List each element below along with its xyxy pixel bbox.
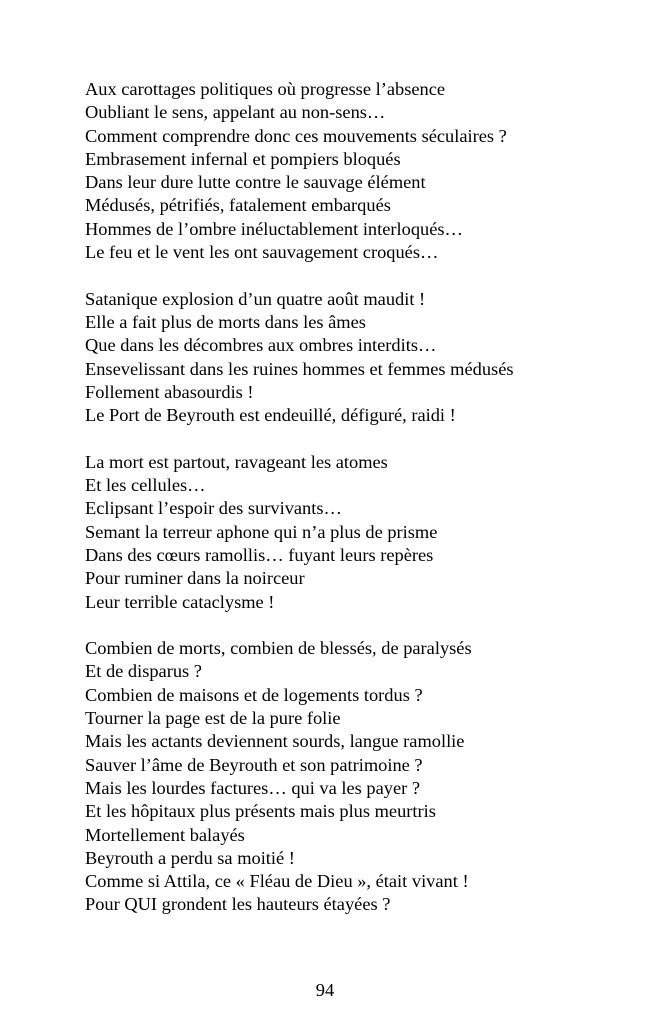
stanza-3 bbox=[85, 451, 630, 614]
poem-line: Combien de morts, combien de blessés, de paralysés bbox=[85, 638, 472, 659]
poem-line: Eclipsant l’espoir des survivants… bbox=[85, 498, 342, 519]
poem-line: Pour QUI grondent les hauteurs étayées ? bbox=[85, 894, 391, 915]
stanza-2 bbox=[85, 288, 630, 428]
poem-line: Elle a fait plus de morts dans les âmes bbox=[85, 311, 366, 332]
poem-line: Oubliant le sens, appelant au non-sens… bbox=[85, 102, 386, 123]
stanza-4 bbox=[85, 637, 630, 917]
page-number: 94 bbox=[315, 980, 335, 1000]
poem-line: Combien de maisons et de logements tordus ? bbox=[85, 684, 423, 705]
poem-line: Le feu et le vent les ont sauvagement croqués… bbox=[85, 242, 439, 263]
poem-line: Semant la terreur aphone qui n’a plus de prisme bbox=[85, 521, 438, 542]
poem-line: Leur terrible cataclysme ! bbox=[85, 591, 275, 612]
poem-line: Embrasement infernal et pompiers bloqués bbox=[85, 148, 401, 169]
poem-line: Que dans les décombres aux ombres interdits… bbox=[85, 335, 437, 356]
poem-line: Comment comprendre donc ces mouvements séculaires ? bbox=[85, 125, 507, 146]
stanza-1 bbox=[85, 78, 630, 264]
poem-line: Beyrouth a perdu sa moitié ! bbox=[85, 847, 295, 868]
poem-line: Follement abasourdis ! bbox=[85, 381, 254, 402]
poem-line: Et les hôpitaux plus présents mais plus meurtris bbox=[85, 801, 436, 822]
poem-line: Satanique explosion d’un quatre août maudit ! bbox=[85, 288, 426, 309]
poem-line: Ensevelissant dans les ruines hommes et femmes médusés bbox=[85, 358, 514, 379]
poem-line: Le Port de Beyrouth est endeuillé, défiguré, raidi ! bbox=[85, 405, 456, 426]
poem-line: Dans des cœurs ramollis… fuyant leurs repères bbox=[85, 544, 434, 565]
poem-line: Aux carottages politiques où progresse l’absence bbox=[85, 79, 446, 99]
poem-line: Et de disparus ? bbox=[85, 661, 202, 682]
poem-line: Médusés, pétrifiés, fatalement embarqués bbox=[85, 195, 391, 216]
poem-line: Hommes de l’ombre inéluctablement interloqués… bbox=[85, 218, 463, 239]
poem-line: Mais les actants deviennent sourds, langue ramollie bbox=[85, 731, 465, 752]
poem-line: Comme si Attila, ce « Fléau de Dieu », était vivant ! bbox=[85, 871, 469, 892]
poem-line: Sauver l’âme de Beyrouth et son patrimoine ? bbox=[85, 754, 423, 775]
poem-line: Et les cellules… bbox=[85, 475, 206, 496]
poem-line: Mortellement balayés bbox=[85, 824, 245, 845]
poem-line: Mais les lourdes factures… qui va les payer ? bbox=[85, 777, 421, 798]
poem bbox=[85, 78, 630, 940]
poem-line: Pour ruminer dans la noirceur bbox=[85, 568, 305, 589]
poem-line: Tourner la page est de la pure folie bbox=[85, 708, 341, 729]
poem-line: La mort est partout, ravageant les atomes bbox=[85, 451, 388, 472]
poem-line: Dans leur dure lutte contre le sauvage élément bbox=[85, 172, 426, 193]
